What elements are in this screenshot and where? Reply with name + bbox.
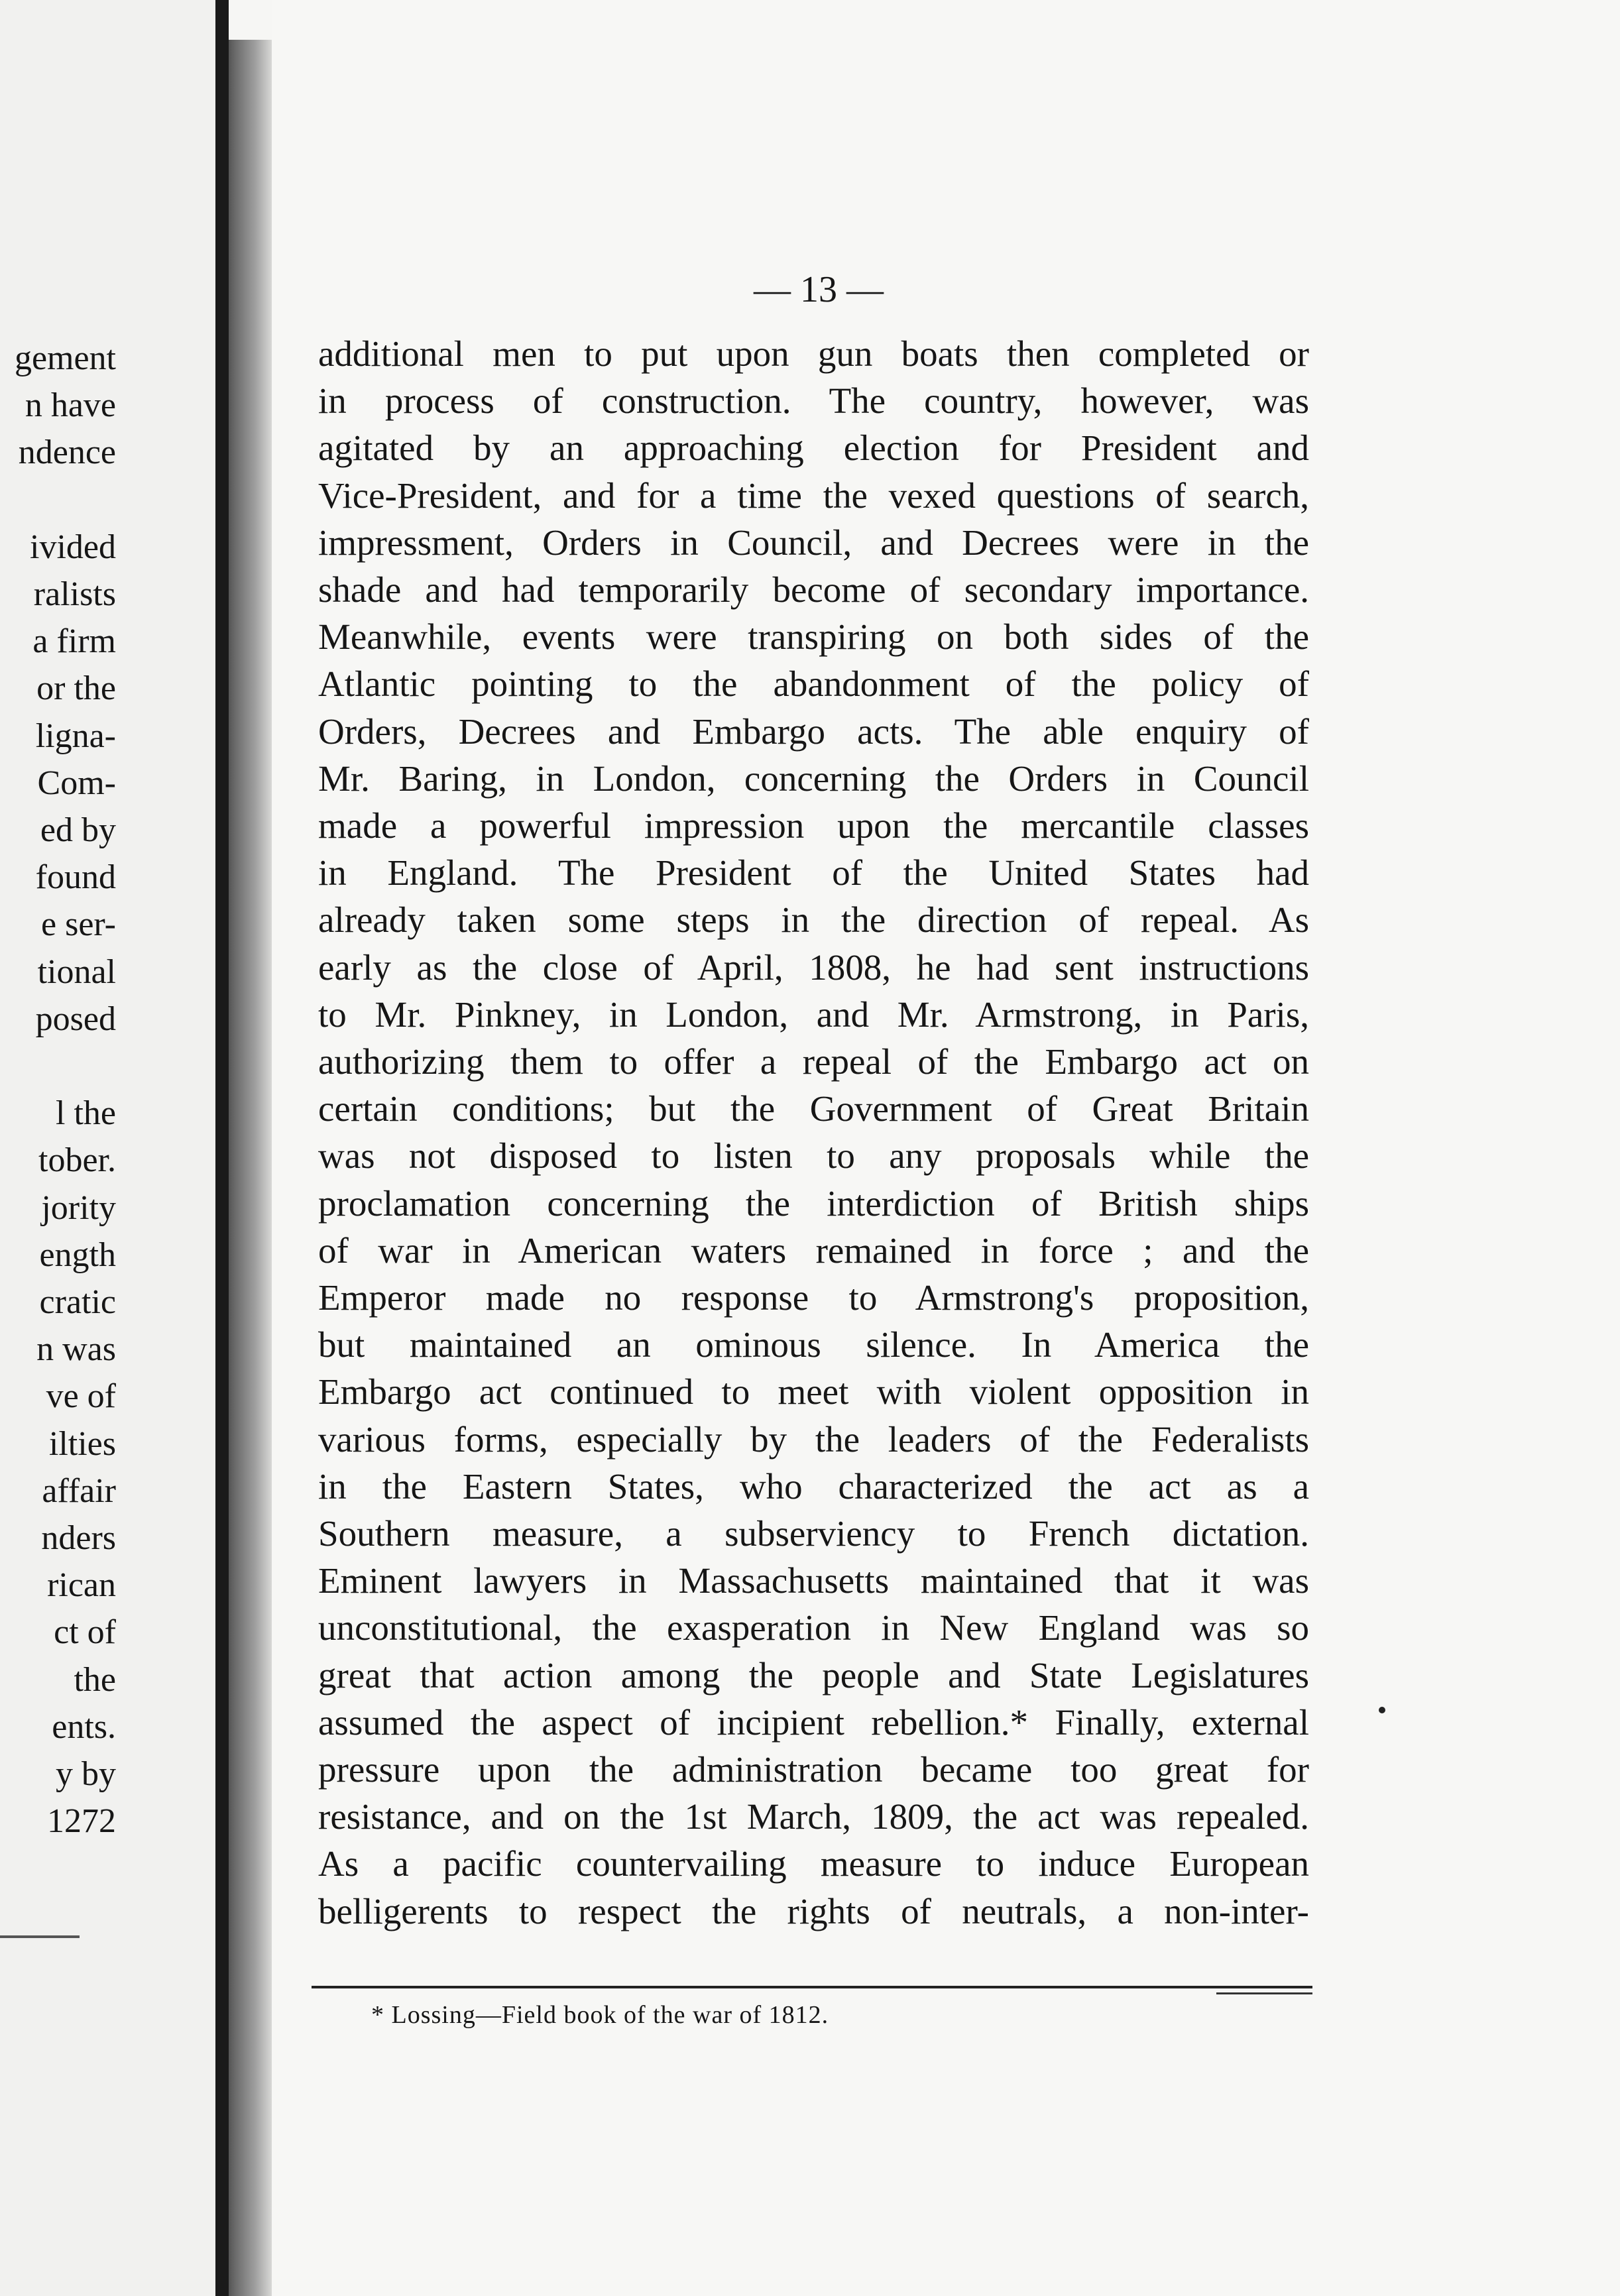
previous-page-text-fragment: rican [47,1566,116,1605]
text-line: unconstitutional, the exasperation in New England was so [318,1607,1309,1648]
footnote-rule [312,1986,1312,1988]
text-line: of war in American waters remained in force ; and the [318,1230,1309,1271]
previous-page-text-fragment: ct of [54,1613,116,1652]
previous-page-text-fragment: tober. [38,1141,116,1180]
text-line: belligerents to respect the rights of neutrals, a non-inter- [318,1890,1309,1931]
text-line: impressment, Orders in Council, and Decrees were in the [318,522,1309,563]
previous-page-text-fragment: ligna- [35,717,116,755]
text-line: Eminent lawyers in Massachusetts maintained that it was [318,1560,1309,1601]
previous-page-text-fragment: ivided [30,528,116,566]
text-line: pressure upon the administration became too great for [318,1749,1309,1790]
previous-page-text-fragment: ve of [46,1377,116,1416]
text-line: Emperor made no response to Armstrong's proposition, [318,1277,1309,1318]
text-line: in the Eastern States, who characterized the act as a [318,1465,1309,1507]
footnote: * Lossing—Field book of the war of 1812. [371,2001,829,2029]
text-line: Embargo act continued to meet with violent opposition in [318,1371,1309,1412]
previous-page-text-fragment: found [35,858,116,897]
previous-page-text-fragment: tional [37,952,116,991]
text-line: resistance, and on the 1st March, 1809, the act was repealed. [318,1796,1309,1837]
text-line: shade and had temporarily become of secondary importance. [318,569,1309,610]
text-line: Meanwhile, events were transpiring on both sides of the [318,616,1309,658]
previous-page-text-fragment: ents. [52,1707,116,1746]
text-line: Southern measure, a subserviency to French dictation. [318,1513,1309,1554]
page-number: — 13 — [754,269,884,310]
previous-page-text-fragment: ilties [48,1424,116,1463]
text-line: Orders, Decrees and Embargo acts. The able enquiry of [318,711,1309,752]
text-line: early as the close of April, 1808, he had sent instructions [318,947,1309,988]
previous-page-text-fragment: y by [56,1755,116,1793]
previous-page-text-fragment: Com- [37,764,116,802]
text-line: Mr. Baring, in London, concerning the Orders in Council [318,758,1309,799]
previous-page-text-fragment: or the [36,669,116,708]
previous-page-text-fragment: jority [41,1188,116,1227]
previous-page-text-fragment: ralists [33,575,116,613]
previous-page-text-fragment: l the [56,1094,116,1133]
text-line: Atlantic pointing to the abandonment of the policy of [318,663,1309,705]
text-line: Vice-President, and for a time the vexed questions of search, [318,475,1309,516]
previous-page-text-fragment: gement [14,339,116,377]
previous-page-text-fragment: cratic [39,1283,116,1321]
text-line: certain conditions; but the Government of Great Britain [318,1088,1309,1129]
previous-page-text-fragment: n have [25,386,116,425]
text-line: made a powerful impression upon the mercantile classes [318,805,1309,846]
previous-page-text-fragment: ed by [40,811,116,849]
text-line: agitated by an approaching election for President and [318,428,1309,469]
text-line: additional men to put upon gun boats then completed or [318,333,1309,374]
previous-page [0,0,215,2296]
text-line: great that action among the people and State Legislatures [318,1654,1309,1695]
text-line: to Mr. Pinkney, in London, and Mr. Armstrong, in Paris, [318,994,1309,1035]
text-line: various forms, especially by the leaders of the Federalists [318,1418,1309,1460]
text-line: authorizing them to offer a repeal of the Embargo act on [318,1041,1309,1082]
previous-page-text-fragment: affair [42,1471,116,1510]
previous-page-text-fragment: ndence [18,433,116,472]
previous-page-text-fragment: a firm [32,622,116,661]
text-line: was not disposed to listen to any proposals while the [318,1135,1309,1177]
previous-page-text-fragment: n was [36,1330,116,1369]
footnote-rule-short [1216,1992,1312,1994]
previous-page-text-fragment: the [74,1660,116,1699]
text-line: proclamation concerning the interdiction of British ships [318,1182,1309,1224]
previous-page-text-fragment: posed [35,1000,116,1038]
text-line: assumed the aspect of incipient rebellion.* Finally, external [318,1701,1309,1743]
previous-page-text-fragment: nders [41,1519,116,1557]
previous-page-text-fragment: e ser- [41,905,116,944]
text-line: As a pacific countervailing measure to induce European [318,1843,1309,1884]
previous-page-rule [0,1935,80,1938]
previous-page-text-fragment: ength [39,1235,116,1274]
gutter-shadow [215,0,229,2296]
text-line: in England. The President of the United States had [318,852,1309,893]
text-line: but maintained an ominous silence. In America the [318,1324,1309,1365]
previous-page-text-fragment: 1272 [47,1802,116,1841]
text-line: in process of construction. The country, however, was [318,380,1309,422]
text-line: already taken some steps in the direction of repeal. As [318,899,1309,941]
ink-dot [1379,1707,1385,1713]
